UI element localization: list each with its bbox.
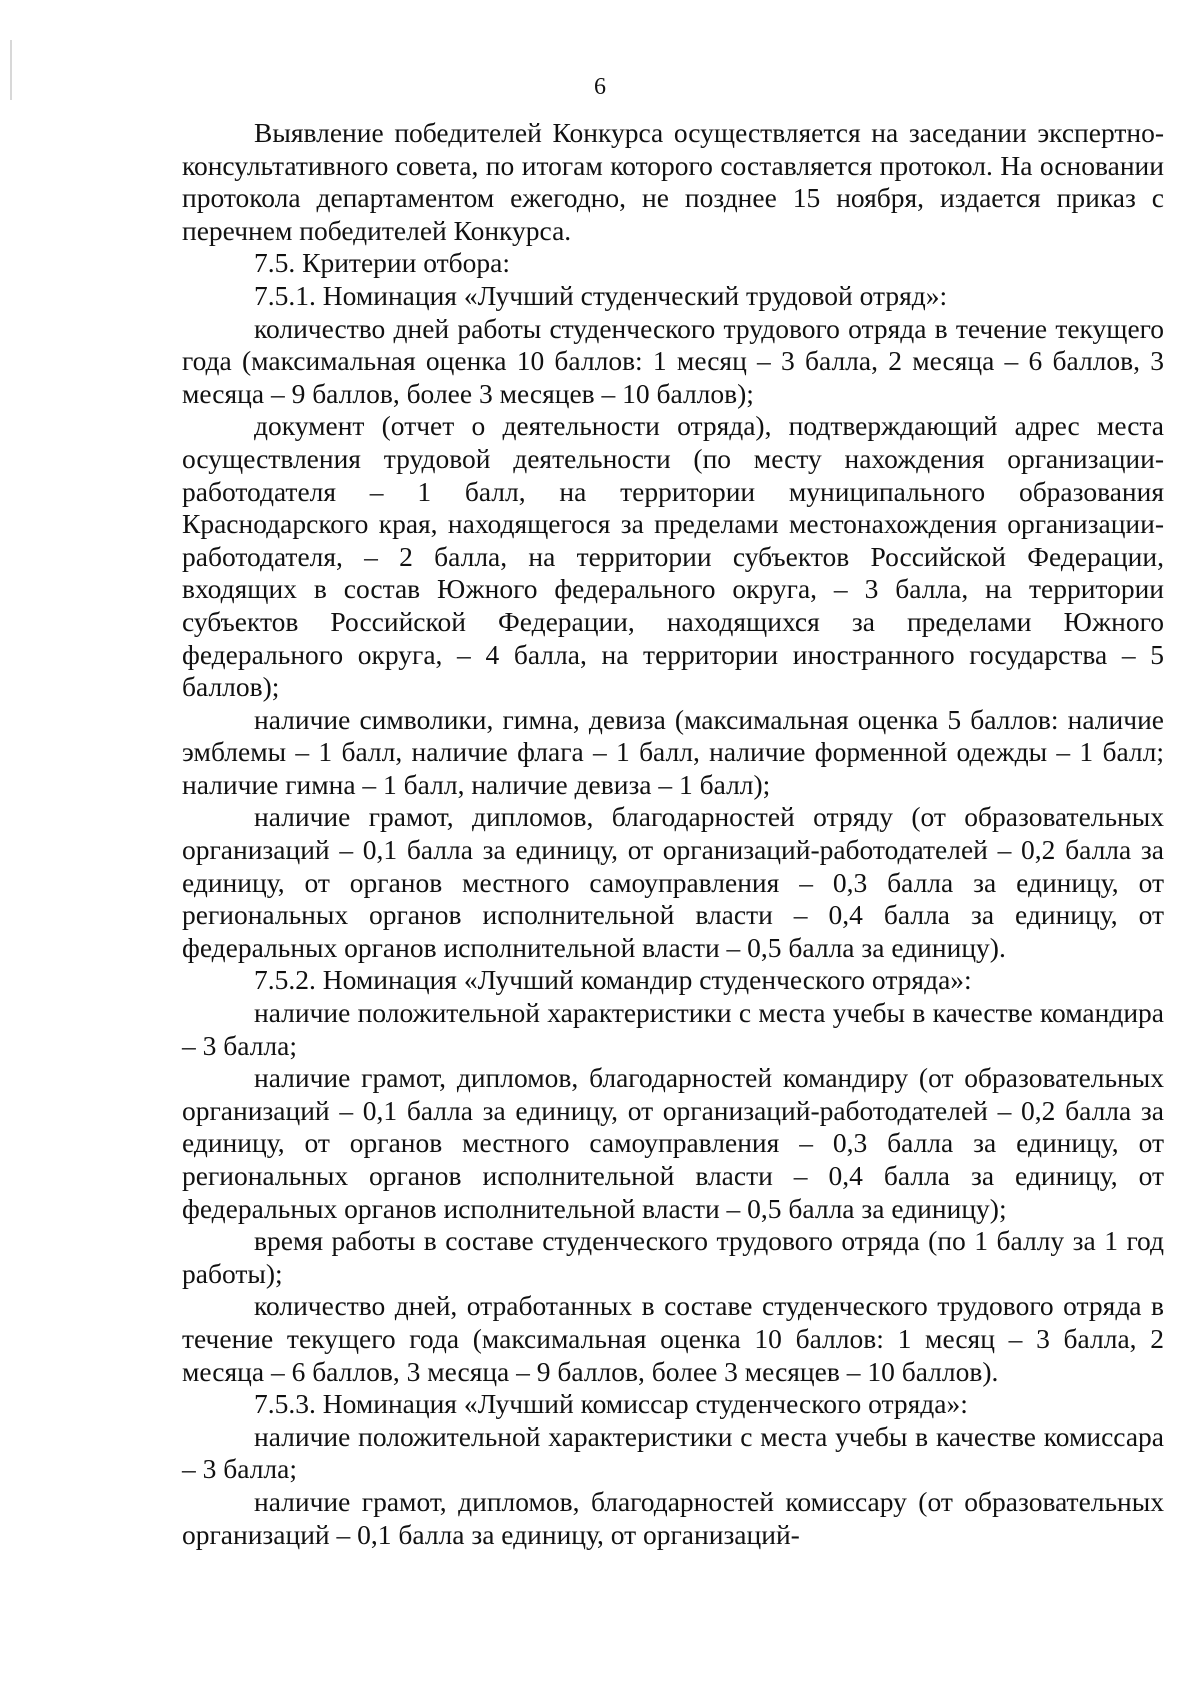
paragraph-winners: Выявление победителей Конкурса осуществляется на заседании экспертно-консультативного совета, по итогам которого составляется протокол. На основании протокола департаментом ежегодно, не позднее 15 ноября, издается приказ с перечнем победителей Конкурса. bbox=[182, 117, 1164, 246]
paragraph-commissar-reference: наличие положительной характеристики с места учебы в качестве комиссара – 3 балла; bbox=[182, 1420, 1164, 1485]
paragraph-nomination-best-commander: 7.5.2. Номинация «Лучший командир студенческого отряда»: bbox=[254, 964, 972, 996]
document-body bbox=[182, 117, 1164, 1551]
paragraph-days-of-work: количество дней работы студенческого трудового отряда в течение текущего года (максимальная оценка 10 баллов: 1 месяц – 3 балла, 2 месяца – 6 баллов, 3 месяца – 9 баллов, более 3 месяцев – 10 баллов); bbox=[182, 312, 1164, 409]
page-number: 6 bbox=[594, 74, 606, 100]
paragraph-symbols-anthem-motto: наличие символики, гимна, девиза (максимальная оценка 5 баллов: наличие эмблемы – 1 балл, наличие флага – 1 балл, наличие форменной одежды – 1 балл; наличие гимна – 1 балл, наличие девиза – 1 балл); bbox=[182, 703, 1164, 800]
paragraph-criteria-heading: 7.5. Критерии отбора: bbox=[254, 247, 510, 279]
paragraph-work-location-document: документ (отчет о деятельности отряда), подтверждающий адрес места осуществления трудовой деятельности (по месту нахождения организации-работодателя – 1 балл, на территории муниципального образования Краснодарского края, находящегося за пределами местонахождения организации-работодателя, – 2 балла, на территории субъектов Российской Федерации, входящих в состав Южного федерального округа, – 3 балла, на территории субъектов Российской Федерации, находящихся за пределами Южного федерального округа, – 4 балла, на территории иностранного государства – 5 баллов); bbox=[182, 410, 1164, 703]
paragraph-years-of-work: время работы в составе студенческого трудового отряда (по 1 баллу за 1 год работы); bbox=[182, 1225, 1164, 1289]
paragraph-nomination-best-detachment: 7.5.1. Номинация «Лучший студенческий трудовой отряд»: bbox=[254, 279, 948, 311]
paragraph-days-worked: количество дней, отработанных в составе студенческого трудового отряда в течение текущего года (максимальная оценка 10 баллов: 1 месяц – 3 балла, 2 месяца – 6 баллов, 3 месяца – 9 баллов, более 3 месяцев – 10 баллов). bbox=[182, 1290, 1164, 1387]
paragraph-commissar-awards: наличие грамот, дипломов, благодарностей комиссару (от образовательных организаций – 0,1 балла за единицу, от организаций- bbox=[182, 1485, 1164, 1550]
paragraph-commander-awards: наличие грамот, дипломов, благодарностей командиру (от образовательных организаций – 0,1 балла за единицу, от организаций-работодателей – 0,2 балла за единицу, от органов местного самоуправления – 0,3 балла за единицу, от региональных органов исполнительной власти – 0,4 балла за единицу, от федеральных органов исполнительной власти – 0,5 балла за единицу); bbox=[182, 1062, 1164, 1224]
paragraph-commander-reference: наличие положительной характеристики с места учебы в качестве командира – 3 балла; bbox=[182, 997, 1164, 1061]
paragraph-nomination-best-commissar: 7.5.3. Номинация «Лучший комиссар студенческого отряда»: bbox=[254, 1388, 968, 1420]
paragraph-detachment-awards: наличие грамот, дипломов, благодарностей отряду (от образовательных организаций – 0,1 балла за единицу, от организаций-работодателей – 0,2 балла за единицу, от органов местного самоуправления – 0,3 балла за единицу, от региональных органов исполнительной власти – 0,4 балла за единицу, от федеральных органов исполнительной власти – 0,5 балла за единицу). bbox=[182, 801, 1164, 963]
